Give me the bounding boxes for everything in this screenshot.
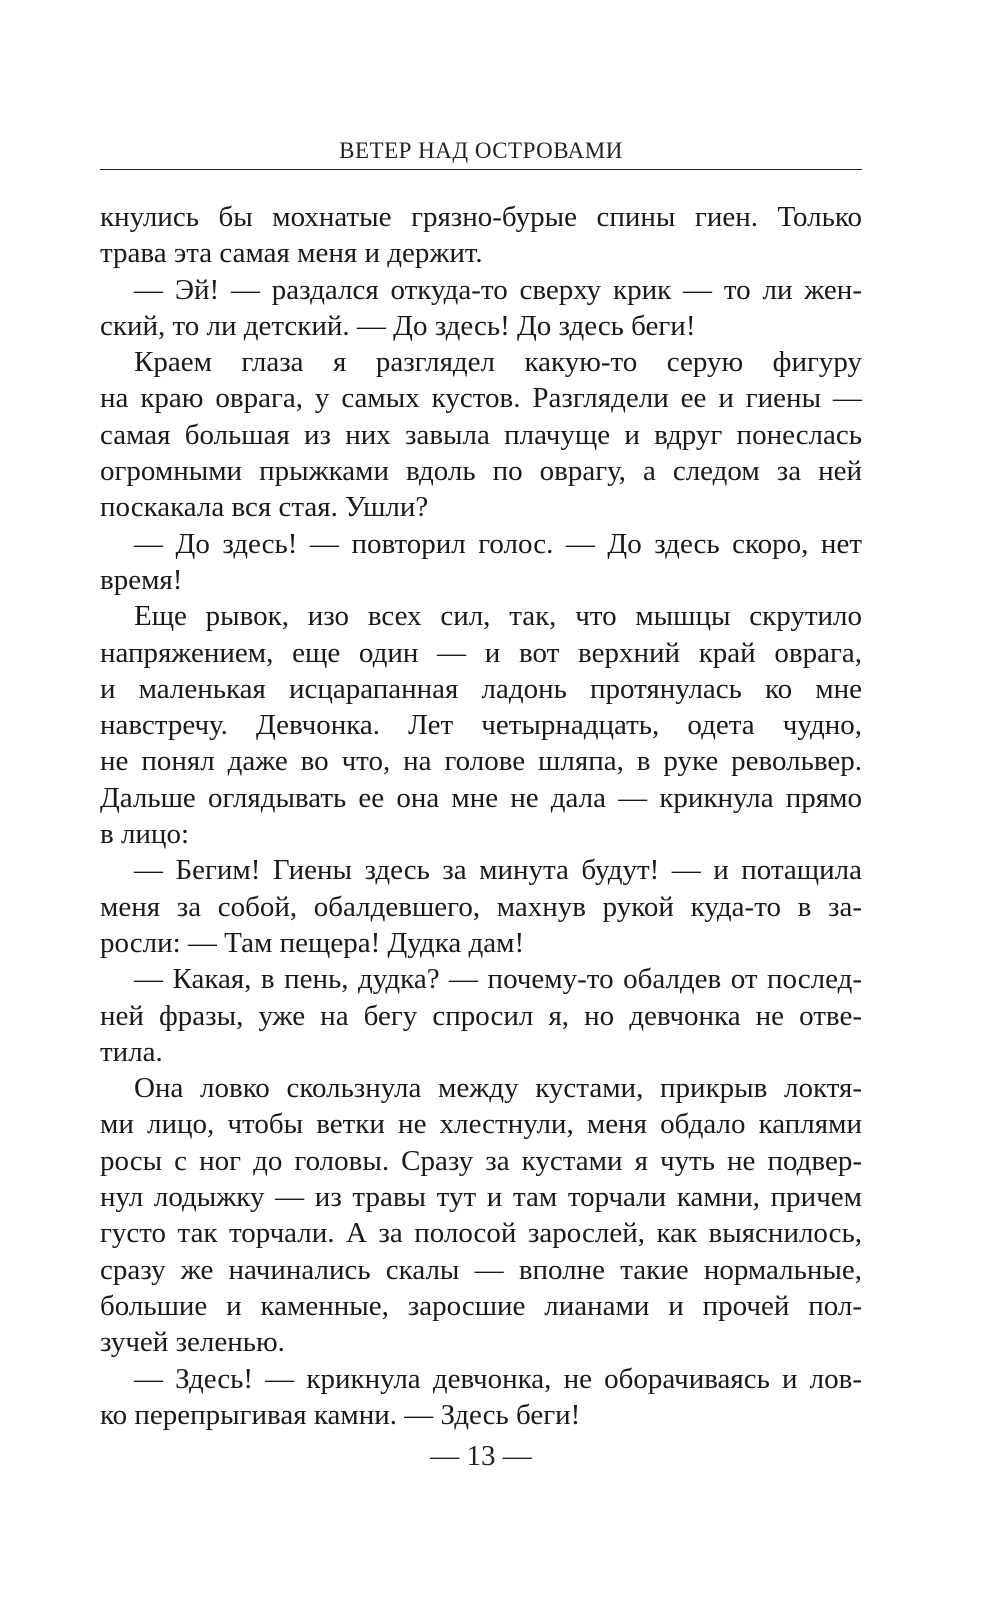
text-line: — Здесь! — крикнула девчонка, не оборачиваясь и лов-	[134, 1362, 862, 1395]
text-line: росы с ног до головы. Сразу за кустами я чуть не подвер-	[100, 1144, 862, 1177]
text-line: время!	[100, 563, 183, 596]
text-line: большие и каменные, заросшие лианами и прочей пол-	[100, 1289, 862, 1322]
text-line: и маленькая исцарапанная ладонь протянулась ко мне	[100, 672, 862, 705]
text-line: ко перепрыгивая камни. — Здесь беги!	[100, 1398, 581, 1431]
text-line: тила.	[100, 1035, 163, 1068]
text-line: росли: — Там пещера! Дудка дам!	[100, 926, 525, 959]
text-line: трава эта самая меня и держит.	[100, 237, 483, 270]
text-line: Еще рывок, изо всех сил, так, что мышцы скрутило	[134, 600, 862, 633]
text-line: — Эй! — раздался откуда-то сверху крик — то ли жен-	[134, 273, 862, 306]
text-line: Она ловко скользнула между кустами, прикрыв локтя-	[134, 1072, 862, 1105]
text-line: огромными прыжками вдоль по оврагу, а следом за ней	[100, 455, 862, 488]
page-number: — 13 —	[430, 1440, 532, 1472]
text-line: ней фразы, уже на бегу спросил я, но девчонка не отве-	[100, 999, 862, 1032]
running-header: ВЕТЕР НАД ОСТРОВАМИ	[339, 138, 623, 163]
text-line: не понял даже во что, на голове шляпа, в руке револьвер.	[100, 745, 862, 778]
text-line: зучей зеленью.	[100, 1326, 285, 1359]
text-line: меня за собой, обалдевшего, махнув рукой куда-то в за-	[100, 890, 862, 923]
text-line: густо так торчали. А за полосой зарослей, как выяснилось,	[100, 1217, 862, 1250]
text-line: сразу же начинались скалы — вполне такие нормальные,	[100, 1253, 862, 1286]
text-line: напряжением, еще один — и вот верхний край оврага,	[100, 636, 862, 669]
text-line: — Какая, в пень, дудка? — почему-то обалдев от послед-	[134, 963, 862, 996]
body-text	[100, 199, 862, 1433]
text-line: в лицо:	[100, 818, 190, 851]
text-line: Дальше оглядывать ее она мне не дала — крикнула прямо	[100, 781, 862, 814]
text-line: навстречу. Девчонка. Лет четырнадцать, одета чудно,	[100, 709, 862, 742]
text-line: Краем глаза я разглядел какую-то серую фигуру	[134, 346, 862, 379]
text-line: поскакала вся стая. Ушли?	[100, 491, 429, 524]
text-line: нул лодыжку — из травы тут и там торчали камни, причем	[100, 1181, 862, 1214]
text-line: кнулись бы мохнатые грязно-бурые спины гиен. Только	[100, 201, 862, 233]
text-line: ский, то ли детский. — До здесь! До здесь беги!	[100, 309, 696, 342]
text-line: на краю оврага, у самых кустов. Разглядели ее и гиены —	[100, 382, 862, 415]
header-rule	[100, 169, 862, 170]
text-line: — До здесь! — повторил голос. — До здесь скоро, нет	[134, 527, 862, 560]
text-line: — Бегим! Гиены здесь за минута будут! — и потащила	[134, 854, 862, 887]
text-line: самая большая из них завыла плачуще и вдруг понеслась	[100, 418, 862, 451]
text-line: ми лицо, чтобы ветки не хлестнули, меня обдало каплями	[100, 1108, 862, 1141]
